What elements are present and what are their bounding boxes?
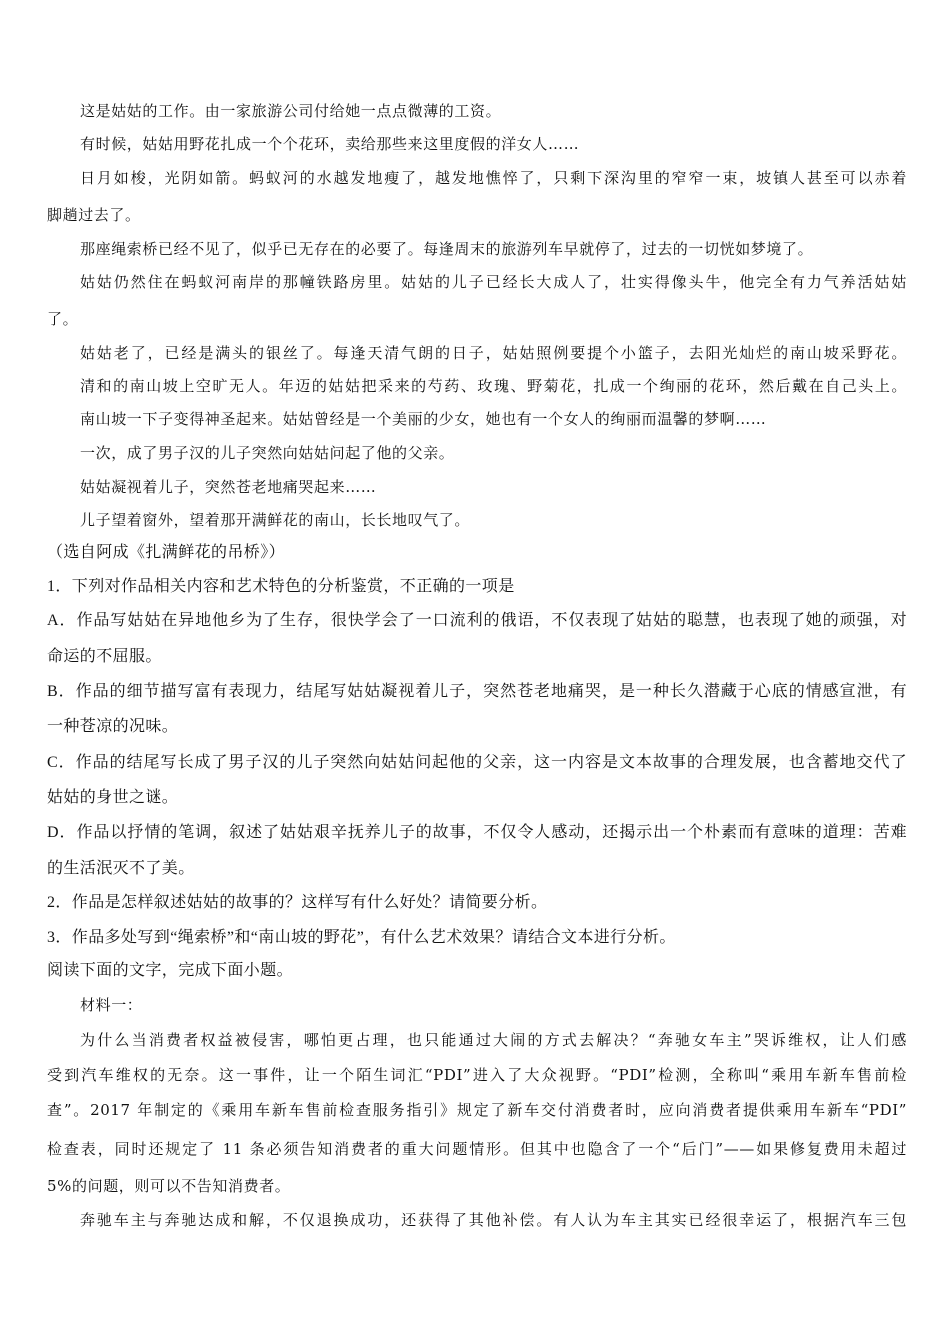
story-paragraph: 一次，成了男子汉的儿子突然向姑姑问起了他的父亲。 — [80, 444, 455, 462]
option-c: C．作品的结尾写长成了男子汉的儿子突然向姑姑问起他的父亲，这一内容是文本故事的合理发展，也含蓄地交代了 — [47, 754, 907, 771]
option-c-continued: 姑姑的身世之谜。 — [47, 789, 179, 806]
question-3: 3．作品多处写到“绳索桥”和“南山坡的野花”，有什么艺术效果？请结合文本进行分析。 — [47, 929, 676, 946]
reading-instruction: 阅读下面的文字，完成下面小题。 — [47, 962, 294, 979]
question-2: 2．作品是怎样叙述姑姑的故事的？这样写有什么好处？请简要分析。 — [47, 894, 548, 911]
story-paragraph: 有时候，姑姑用野花扎成一个个花环，卖给那些来这里度假的洋女人…… — [80, 135, 580, 153]
material-paragraph: 为什么当消费者权益被侵害，哪怕更占理，也只能通过大闹的方式去解决？“奔驰女车主”哭诉维权，让人们感 — [80, 1031, 907, 1049]
material-paragraph-continued: 查”。2017 年制定的《乘用车新车售前检查服务指引》规定了新车交付消费者时，应向消费者提供乘用车新车“PDI” — [47, 1101, 907, 1119]
story-paragraph-continued: 脚趟过去了。 — [47, 206, 141, 224]
story-paragraph: 那座绳索桥已经不见了，似乎已无存在的必要了。每逢周末的旅游列车早就停了，过去的一切恍如梦境了。 — [80, 240, 814, 258]
story-paragraph: 日月如梭，光阴如箭。蚂蚁河的水越发地瘦了，越发地憔悴了，只剩下深沟里的窄窄一束，坡镇人甚至可以赤着 — [80, 169, 907, 187]
story-paragraph: 姑姑仍然住在蚂蚁河南岸的那幢铁路房里。姑姑的儿子已经长大成人了，壮实得像头牛，他完全有力气养活姑姑 — [80, 273, 907, 291]
option-b: B．作品的细节描写富有表现力，结尾写姑姑凝视着儿子，突然苍老地痛哭，是一种长久潜藏于心底的情感宣泄，有 — [47, 683, 907, 700]
material-title: 材料一： — [80, 996, 143, 1014]
story-paragraph: 儿子望着窗外，望着那开满鲜花的南山，长长地叹气了。 — [80, 511, 471, 529]
story-paragraph: 姑姑凝视着儿子，突然苍老地痛哭起来…… — [80, 478, 377, 496]
material-paragraph-continued: 受到汽车维权的无奈。这一事件，让一个陌生词汇“PDI”进入了大众视野。“PDI”检测，全称叫“乘用车新车售前检 — [47, 1066, 907, 1084]
material-paragraph-continued: 5%的问题，则可以不告知消费者。 — [47, 1177, 291, 1195]
material-paragraph-continued: 检查表，同时还规定了 11 条必须告知消费者的重大问题情形。但其中也隐含了一个“后门”——如果修复费用未超过 — [47, 1140, 907, 1158]
story-paragraph: 这是姑姑的工作。由一家旅游公司付给她一点点微薄的工资。 — [80, 102, 502, 120]
option-d: D．作品以抒情的笔调，叙述了姑姑艰辛抚养儿子的故事，不仅令人感动，还揭示出一个朴素而有意味的道理：苦难 — [47, 824, 907, 841]
option-a-continued: 命运的不屈服。 — [47, 648, 162, 665]
story-paragraph: 清和的南山坡上空旷无人。年迈的姑姑把采来的芍药、玫瑰、野菊花，扎成一个绚丽的花环，然后戴在自己头上。 — [80, 377, 907, 395]
material-paragraph: 奔驰车主与奔驰达成和解，不仅退换成功，还获得了其他补偿。有人认为车主其实已经很幸运了，根据汽车三包 — [80, 1211, 907, 1229]
option-d-continued: 的生活泯灭不了美。 — [47, 860, 195, 877]
question-1: 1．下列对作品相关内容和艺术特色的分析鉴赏，不正确的一项是 — [47, 578, 515, 595]
story-paragraph: 姑姑老了，已经是满头的银丝了。每逢天清气朗的日子，姑姑照例要提个小篮子，去阳光灿烂的南山坡采野花。 — [80, 344, 907, 362]
option-b-continued: 一种苍凉的况味。 — [47, 718, 179, 735]
story-paragraph: 南山坡一下子变得神圣起来。姑姑曾经是一个美丽的少女，她也有一个女人的绚丽而温馨的梦啊…… — [80, 410, 767, 428]
story-paragraph-continued: 了。 — [47, 310, 79, 328]
source-citation: （选自阿成《扎满鲜花的吊桥》） — [47, 544, 286, 561]
option-a: A．作品写姑姑在异地他乡为了生存，很快学会了一口流利的俄语，不仅表现了姑姑的聪慧，也表现了她的顽强，对 — [47, 612, 907, 629]
